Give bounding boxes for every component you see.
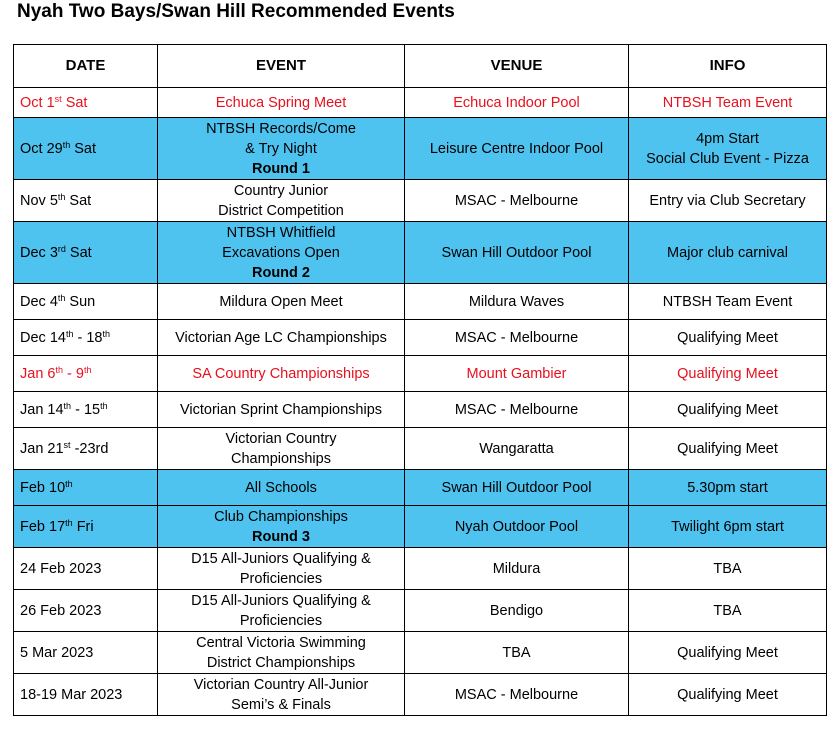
date-text-end: Fri: [72, 518, 94, 535]
date-suffix: th: [57, 292, 66, 303]
event-line: D15 All-Juniors Qualifying &: [191, 592, 371, 609]
event-cell: [158, 356, 405, 392]
info-line: Qualifying Meet: [677, 686, 778, 703]
info-cell: [629, 506, 827, 548]
info-line: Qualifying Meet: [677, 644, 778, 661]
event-line: SA Country Championships: [192, 365, 370, 382]
date-text-end: Sat: [65, 244, 92, 261]
table-row: [14, 632, 827, 674]
info-cell: [629, 392, 827, 428]
event-line: Echuca Spring Meet: [215, 94, 347, 111]
date-suffix-end: th: [100, 400, 108, 411]
date-text: Oct 1: [20, 94, 55, 111]
info-line: Twilight 6pm start: [671, 518, 784, 535]
event-cell: [158, 392, 405, 428]
event-line: Proficiencies: [239, 612, 323, 629]
date-suffix: th: [63, 400, 72, 411]
date-suffix: st: [63, 439, 71, 450]
table-row: [14, 590, 827, 632]
date-text: Dec 14: [20, 329, 66, 346]
event-cell: [158, 632, 405, 674]
date-suffix: th: [57, 191, 66, 202]
date-cell: [14, 222, 158, 284]
event-cell: [158, 320, 405, 356]
header-event: EVENT: [158, 45, 405, 88]
event-line: All Schools: [245, 479, 317, 496]
date-suffix: th: [65, 478, 73, 489]
event-cell: [158, 548, 405, 590]
info-cell: [629, 180, 827, 222]
info-line: NTBSH Team Event: [662, 94, 793, 111]
venue-cell: Bendigo: [405, 590, 629, 632]
date-cell: [14, 590, 158, 632]
event-line: Central Victoria Swimming: [196, 634, 366, 651]
event-cell: [158, 674, 405, 716]
event-line: Victorian Country: [225, 430, 337, 447]
info-line: Qualifying Meet: [677, 365, 778, 382]
date-cell: [14, 392, 158, 428]
date-text: Dec 3: [20, 244, 58, 261]
date-text: Oct 29: [20, 140, 63, 157]
date-cell: [14, 548, 158, 590]
info-cell: [629, 88, 827, 118]
event-round: Round 2: [252, 264, 310, 281]
page-title: Nyah Two Bays/Swan Hill Recommended Events: [17, 1, 455, 22]
date-suffix: th: [62, 139, 71, 150]
info-cell: [629, 590, 827, 632]
event-cell: [158, 222, 405, 284]
venue-cell: Echuca Indoor Pool: [405, 88, 629, 118]
venue-cell: Mount Gambier: [405, 356, 629, 392]
event-line: Victorian Sprint Championships: [179, 401, 383, 418]
event-line: Victorian Age LC Championships: [175, 329, 387, 346]
event-round: Round 1: [252, 160, 310, 177]
event-line: & Try Night: [245, 140, 317, 157]
event-line: NTBSH Records/Come: [206, 120, 356, 137]
info-cell: [629, 674, 827, 716]
date-text-end: Sun: [65, 293, 96, 310]
event-cell: [158, 284, 405, 320]
venue-cell: MSAC - Melbourne: [405, 320, 629, 356]
venue-cell: TBA: [405, 632, 629, 674]
event-line: D15 All-Juniors Qualifying &: [191, 550, 371, 567]
info-line: TBA: [713, 560, 742, 577]
event-line: Mildura Open Meet: [219, 293, 343, 310]
info-line: Qualifying Meet: [677, 401, 778, 418]
event-line: Victorian Country All-Junior: [193, 676, 369, 693]
date-text-end: Sat: [70, 140, 97, 157]
header-date: DATE: [14, 45, 158, 88]
date-suffix: st: [54, 93, 62, 104]
date-text: Jan 21: [20, 440, 64, 457]
info-line: Qualifying Meet: [677, 329, 778, 346]
table-row: [14, 470, 827, 506]
table-row: [14, 356, 827, 392]
info-cell: [629, 320, 827, 356]
event-cell: [158, 180, 405, 222]
event-line: Proficiencies: [239, 570, 323, 587]
date-cell: [14, 180, 158, 222]
table-row: [14, 674, 827, 716]
venue-cell: Wangaratta: [405, 428, 629, 470]
events-table: [13, 44, 827, 716]
venue-cell: MSAC - Melbourne: [405, 180, 629, 222]
event-cell: [158, 590, 405, 632]
info-cell: [629, 118, 827, 180]
info-cell: [629, 222, 827, 284]
date-text: 5 Mar 2023: [20, 644, 94, 661]
date-cell: [14, 428, 158, 470]
event-round: Round 3: [252, 528, 310, 545]
venue-cell: Mildura: [405, 548, 629, 590]
date-text: Dec 4: [20, 293, 58, 310]
table-row: [14, 180, 827, 222]
table-row: [14, 428, 827, 470]
event-line: Championships: [231, 450, 331, 467]
date-text-end: Sat: [61, 94, 88, 111]
date-text: Jan 14: [20, 401, 64, 418]
date-cell: [14, 284, 158, 320]
header-info: INFO: [629, 45, 827, 88]
header-row: [14, 45, 827, 88]
venue-cell: Swan Hill Outdoor Pool: [405, 222, 629, 284]
venue-cell: Leisure Centre Indoor Pool: [405, 118, 629, 180]
event-line: Club Championships: [214, 508, 348, 525]
date-text: 18-19 Mar 2023: [20, 686, 123, 703]
date-suffix: rd: [57, 243, 66, 254]
date-text: Feb 17: [20, 518, 66, 535]
date-text: Feb 10: [20, 479, 66, 496]
date-cell: [14, 674, 158, 716]
date-cell: [14, 88, 158, 118]
date-text: Jan 6: [20, 365, 56, 382]
table-row: [14, 88, 827, 118]
event-line: District Competition: [218, 202, 344, 219]
date-text-end: Sat: [65, 192, 92, 209]
info-line: Major club carnival: [667, 244, 788, 261]
event-line: NTBSH Whitfield: [226, 224, 336, 241]
date-suffix: th: [55, 364, 63, 375]
table-row: [14, 222, 827, 284]
info-cell: [629, 356, 827, 392]
date-suffix-end: th: [83, 364, 92, 375]
table-row: [14, 118, 827, 180]
info-line: TBA: [713, 602, 742, 619]
info-line: 4pm Start: [696, 130, 759, 147]
date-cell: [14, 118, 158, 180]
table-row: [14, 392, 827, 428]
info-line: Qualifying Meet: [677, 440, 778, 457]
date-suffix-end: th: [102, 328, 110, 339]
date-suffix: th: [65, 328, 74, 339]
date-text-end: - 15: [71, 401, 101, 418]
date-cell: [14, 506, 158, 548]
info-line: Entry via Club Secretary: [649, 192, 806, 209]
event-cell: [158, 470, 405, 506]
event-line: Country Junior: [233, 182, 329, 199]
date-text: 24 Feb 2023: [20, 560, 102, 577]
event-line: District Championships: [206, 654, 356, 671]
venue-cell: Swan Hill Outdoor Pool: [405, 470, 629, 506]
event-line: Excavations Open: [222, 244, 340, 261]
info-cell: [629, 470, 827, 506]
date-suffix: th: [65, 517, 73, 528]
info-cell: [629, 548, 827, 590]
info-cell: [629, 428, 827, 470]
table-row: [14, 284, 827, 320]
table-row: [14, 506, 827, 548]
info-line: NTBSH Team Event: [662, 293, 793, 310]
date-text: Nov 5: [20, 192, 58, 209]
table-row: [14, 320, 827, 356]
info-line: 5.30pm start: [687, 479, 768, 496]
info-cell: [629, 632, 827, 674]
date-text-end: - 18: [73, 329, 103, 346]
date-cell: [14, 470, 158, 506]
event-line: Semi’s & Finals: [231, 696, 331, 713]
date-cell: [14, 632, 158, 674]
date-cell: [14, 356, 158, 392]
date-text-end: - 9: [63, 365, 84, 382]
info-line: Social Club Event - Pizza: [646, 150, 809, 167]
date-text-end: -23rd: [70, 440, 109, 457]
venue-cell: Nyah Outdoor Pool: [405, 506, 629, 548]
info-cell: [629, 284, 827, 320]
event-cell: [158, 428, 405, 470]
header-venue: VENUE: [405, 45, 629, 88]
venue-cell: MSAC - Melbourne: [405, 674, 629, 716]
venue-cell: Mildura Waves: [405, 284, 629, 320]
date-cell: [14, 320, 158, 356]
event-cell: [158, 118, 405, 180]
venue-cell: MSAC - Melbourne: [405, 392, 629, 428]
event-cell: [158, 88, 405, 118]
table-row: [14, 548, 827, 590]
date-text: 26 Feb 2023: [20, 602, 102, 619]
event-cell: [158, 506, 405, 548]
